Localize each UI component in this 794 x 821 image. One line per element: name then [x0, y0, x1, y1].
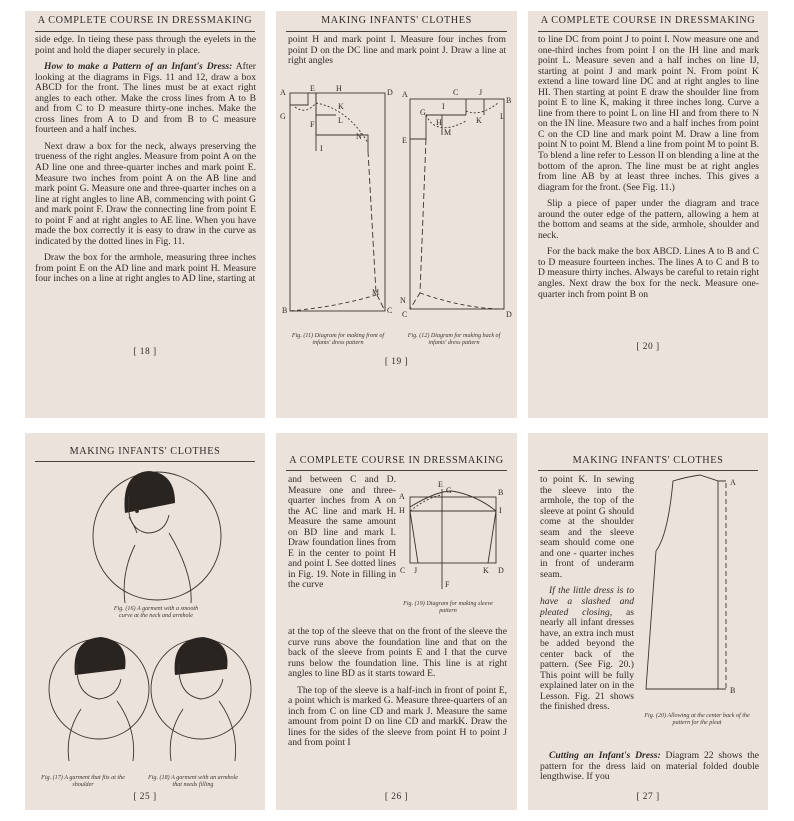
italic-lead: If the little dress is to have a slashed and pleated closing,	[540, 585, 634, 618]
fig12-label-l: L	[500, 112, 505, 121]
fig11-label-m: M	[372, 288, 380, 297]
fig19-label-a: A	[399, 492, 405, 501]
armhole-curve	[426, 115, 466, 128]
fig19-label-k: K	[483, 566, 489, 575]
fig11-label-e: E	[310, 84, 315, 93]
fig12-label-g: G	[420, 108, 426, 117]
page-number: [ 19 ]	[384, 357, 409, 367]
paragraph: Draw the box for the armhole, measuring three inches from point E on the AD line and mark point H. Measure four inches on a line at right angles to AD line, starting at	[35, 252, 256, 285]
fig12-label-h: H	[436, 118, 442, 127]
paragraph: and between C and D. Measure one and three-quarter inches from A on the AC line and mark H. Measure the same amount on BD line and mark I. Draw foundation lines from E in the center to point H and point I. See dotted lines in Fig. 19. Note in filling in the curve	[288, 474, 396, 591]
page-number: [ 26 ]	[384, 792, 409, 802]
page-number: [ 20 ]	[636, 342, 660, 352]
fig11-label-l: L	[338, 116, 343, 125]
fig11-label-i: I	[320, 144, 323, 153]
fig11-label-f: F	[310, 120, 315, 129]
page-number: [ 18 ]	[133, 347, 157, 357]
fig12-label-c2: C	[402, 310, 408, 319]
paragraph: For the back make the box ABCD. Lines A to B and C to D measure fourteen inches. The lines A to C and B to D measure thirty inches. Always be careful to retain right angles. Next draw the box for the neck. Measure one-quarter inch from point B on	[538, 246, 759, 300]
neck-curve	[466, 103, 498, 113]
baby-illustrations	[25, 433, 265, 810]
fig12-label-n: N	[400, 296, 406, 305]
section-heading: Cutting an Infant's Dress:	[549, 750, 661, 761]
fig-17-caption: Fig. (17) A garment that fits at the shoulder	[41, 775, 125, 789]
header-rule	[538, 31, 758, 32]
fig12-label-d2: D	[506, 310, 512, 319]
fig11-label-h: H	[336, 84, 342, 93]
fig12-label-c: C	[453, 88, 459, 97]
fig-11-caption: Fig. (11) Diagram for making front of infants' dress pattern	[291, 333, 385, 347]
fig12-label-i: I	[442, 102, 445, 111]
fig-16-caption: Fig. (16) A garment with a smooth curve at the neck and armhole	[113, 606, 199, 620]
box-abcd	[410, 99, 504, 309]
paragraph: Cutting an Infant's Dress: Diagram 22 shows the pattern for the dress laid on material folded double lengthwise. If you	[540, 750, 760, 783]
paragraph: point H and mark point I. Measure four inches from point D on the DC line and mark point J. Draw a line at right angles	[288, 34, 506, 67]
fig-20-back-pattern-diagram	[528, 433, 768, 810]
section-heading: How to make a Pattern of an Infant's Dress:	[44, 61, 233, 73]
fig-18-caption: Fig. (18) A garment with an armhole that needs filling	[147, 775, 238, 789]
body-text	[538, 35, 759, 300]
fig12-label-e: E	[402, 136, 407, 145]
fig-19-caption: Fig. (19) Diagram for making sleeve pattern	[403, 601, 493, 615]
fig-18-baby	[151, 637, 251, 761]
paragraph: How to make a Pattern of an Infant's Dress: After looking at the diagrams in Figs. 11 and 12, draw a box ABCD for the front. The lines must be at exact right angles to each other. Make the cross lines from A to B and from C to D measure thirty-one inches. Make the cross lines from A to D and from B to C measure fourteen and a half inches.	[35, 61, 256, 136]
page-20	[528, 11, 768, 418]
fig19-label-i: I	[499, 506, 502, 515]
fig12-label-m: M	[444, 128, 452, 137]
running-header: MAKING INFANTS' CLOTHES	[321, 15, 472, 26]
paragraph: If the little dress is to have a slashed and pleated closing, as nearly all infant dresses have, an extra inch must be added beyond the center back of the pattern. (See Fig. 20.) This point will be fully explained later on in the Lesson. Fig. 21 shows the finished dress.	[540, 585, 635, 713]
hem-line	[420, 293, 504, 309]
fig-19-sleeve-diagram	[276, 433, 517, 810]
fig19-label-g: G	[446, 486, 452, 495]
page-18	[25, 11, 265, 418]
fig20-label-b: B	[730, 686, 736, 695]
fig-17-baby	[49, 637, 149, 761]
paragraph: at the top of the sleeve that on the front of the sleeve the curve runs above the foundation line and that on the back of the sleeve from points E and I that the curve runs below the foundation line. This line is at right angles to line BD as it starts toward E.	[288, 626, 507, 680]
fig11-label-d: D	[387, 88, 393, 97]
fig20-label-a: A	[730, 478, 736, 487]
fig12-label-a: A	[402, 90, 408, 99]
fig11-label-n: N	[356, 132, 362, 141]
body-text	[35, 35, 256, 285]
fig11-label-g: G	[280, 112, 286, 121]
fig19-label-h: H	[399, 506, 405, 515]
paragraph: Next draw a box for the neck, always preserving the trueness of the right angles. Measure from point A on the AD line one and three-quarter inches and mark point E. Measure two inches from point A on the AB line and mark point G. Measure one and three-quarter inches on a line at right angles to line AB, commencing with point G and mark point F. Draw the connecting line from point E to point F and at right angles to AE line. When you have made the box correctly it is easy to draw in the curve as indicated by the dotted lines in Fig. 11.	[35, 140, 256, 247]
paragraph: to point K. In sewing the sleeve into the armhole, the top of the sleeve at point G should come at the shoulder seam and the sleeve seam should come one and one - quarter inches in front of underarm seam.	[540, 474, 634, 580]
fig11-label-a: A	[280, 88, 286, 97]
running-header: A COMPLETE COURSE IN DRESSMAKING	[37, 15, 253, 26]
fig19-label-d: D	[498, 566, 504, 575]
fig19-label-c: C	[400, 566, 406, 575]
fig12-label-k: K	[476, 116, 482, 125]
fig-12-caption: Fig. (12) Diagram for making back of infants' dress pattern	[407, 333, 501, 347]
fig19-label-e: E	[438, 480, 443, 489]
paragraph: The top of the sleeve is a half-inch in front of point E, a point which is marked G. Measure three-quarters of an inch from C on line CD and mark J. Measure the same amount from point D on line CD and markK. Draw the lines for the sides of the sleeve from point H to point J and from point I	[288, 684, 507, 749]
running-header: A COMPLETE COURSE IN DRESSMAKING	[540, 15, 756, 26]
fig-16-baby	[93, 471, 221, 603]
paragraph: to line DC from point J to point I. Now measure one and one-third inches from point I on the IH line and mark point L. Measure seven and a half inches on line IJ, starting at point J and mark point N. From point K extend a line toward line DC and at right angles to line HI. Then starting at point E draw the shoulder line from point E to line K, making it three inches long. Curve a line from there to point L on line HI and from there to N on the IN line. Measure two and a half inches from point C on the CD line and mark point M. Draw a line from point N to point M. Blend a line from point M to point B. To blend a line refer to Lesson II on blending a line at the bottom of the apron. The line must be at right angles from line AB by at least three inches. This gives a diagram for the front. (See Fig. 11.)	[538, 34, 759, 193]
running-header: MAKING INFANTS' CLOTHES	[572, 455, 724, 466]
running-header: A COMPLETE COURSE IN DRESSMAKING	[289, 455, 504, 466]
fig11-label-c: C	[387, 306, 393, 315]
side-line	[410, 139, 426, 309]
fig-20-caption: Fig. (20) Allowing at the center back of the pattern for the pleat	[644, 713, 750, 727]
fig12-label-j: J	[479, 88, 483, 97]
paragraph: Slip a piece of paper under the diagram and trace around the outer edge of the pattern, allowing a hem at the bottom and seams at the side, armhole, shoulder and neck.	[538, 198, 759, 241]
page-number: [ 27 ]	[636, 792, 660, 802]
page-number: [ 25 ]	[133, 792, 157, 802]
fig11-label-k: K	[338, 102, 344, 111]
page-19	[276, 11, 517, 418]
fig19-label-f: F	[445, 580, 450, 589]
fig11-label-b: B	[282, 306, 288, 315]
fig12-label-b: B	[506, 96, 512, 105]
page-25	[25, 433, 265, 810]
running-header: MAKING INFANTS' CLOTHES	[69, 446, 221, 457]
page-27	[528, 433, 768, 810]
header-rule	[35, 31, 255, 32]
paragraph: side edge. In tieing these pass through the eyelets in the point and hold the diaper securely in place.	[35, 34, 256, 56]
fig19-label-j: J	[414, 566, 418, 575]
page-26	[276, 433, 517, 810]
fig19-label-b: B	[498, 488, 504, 497]
